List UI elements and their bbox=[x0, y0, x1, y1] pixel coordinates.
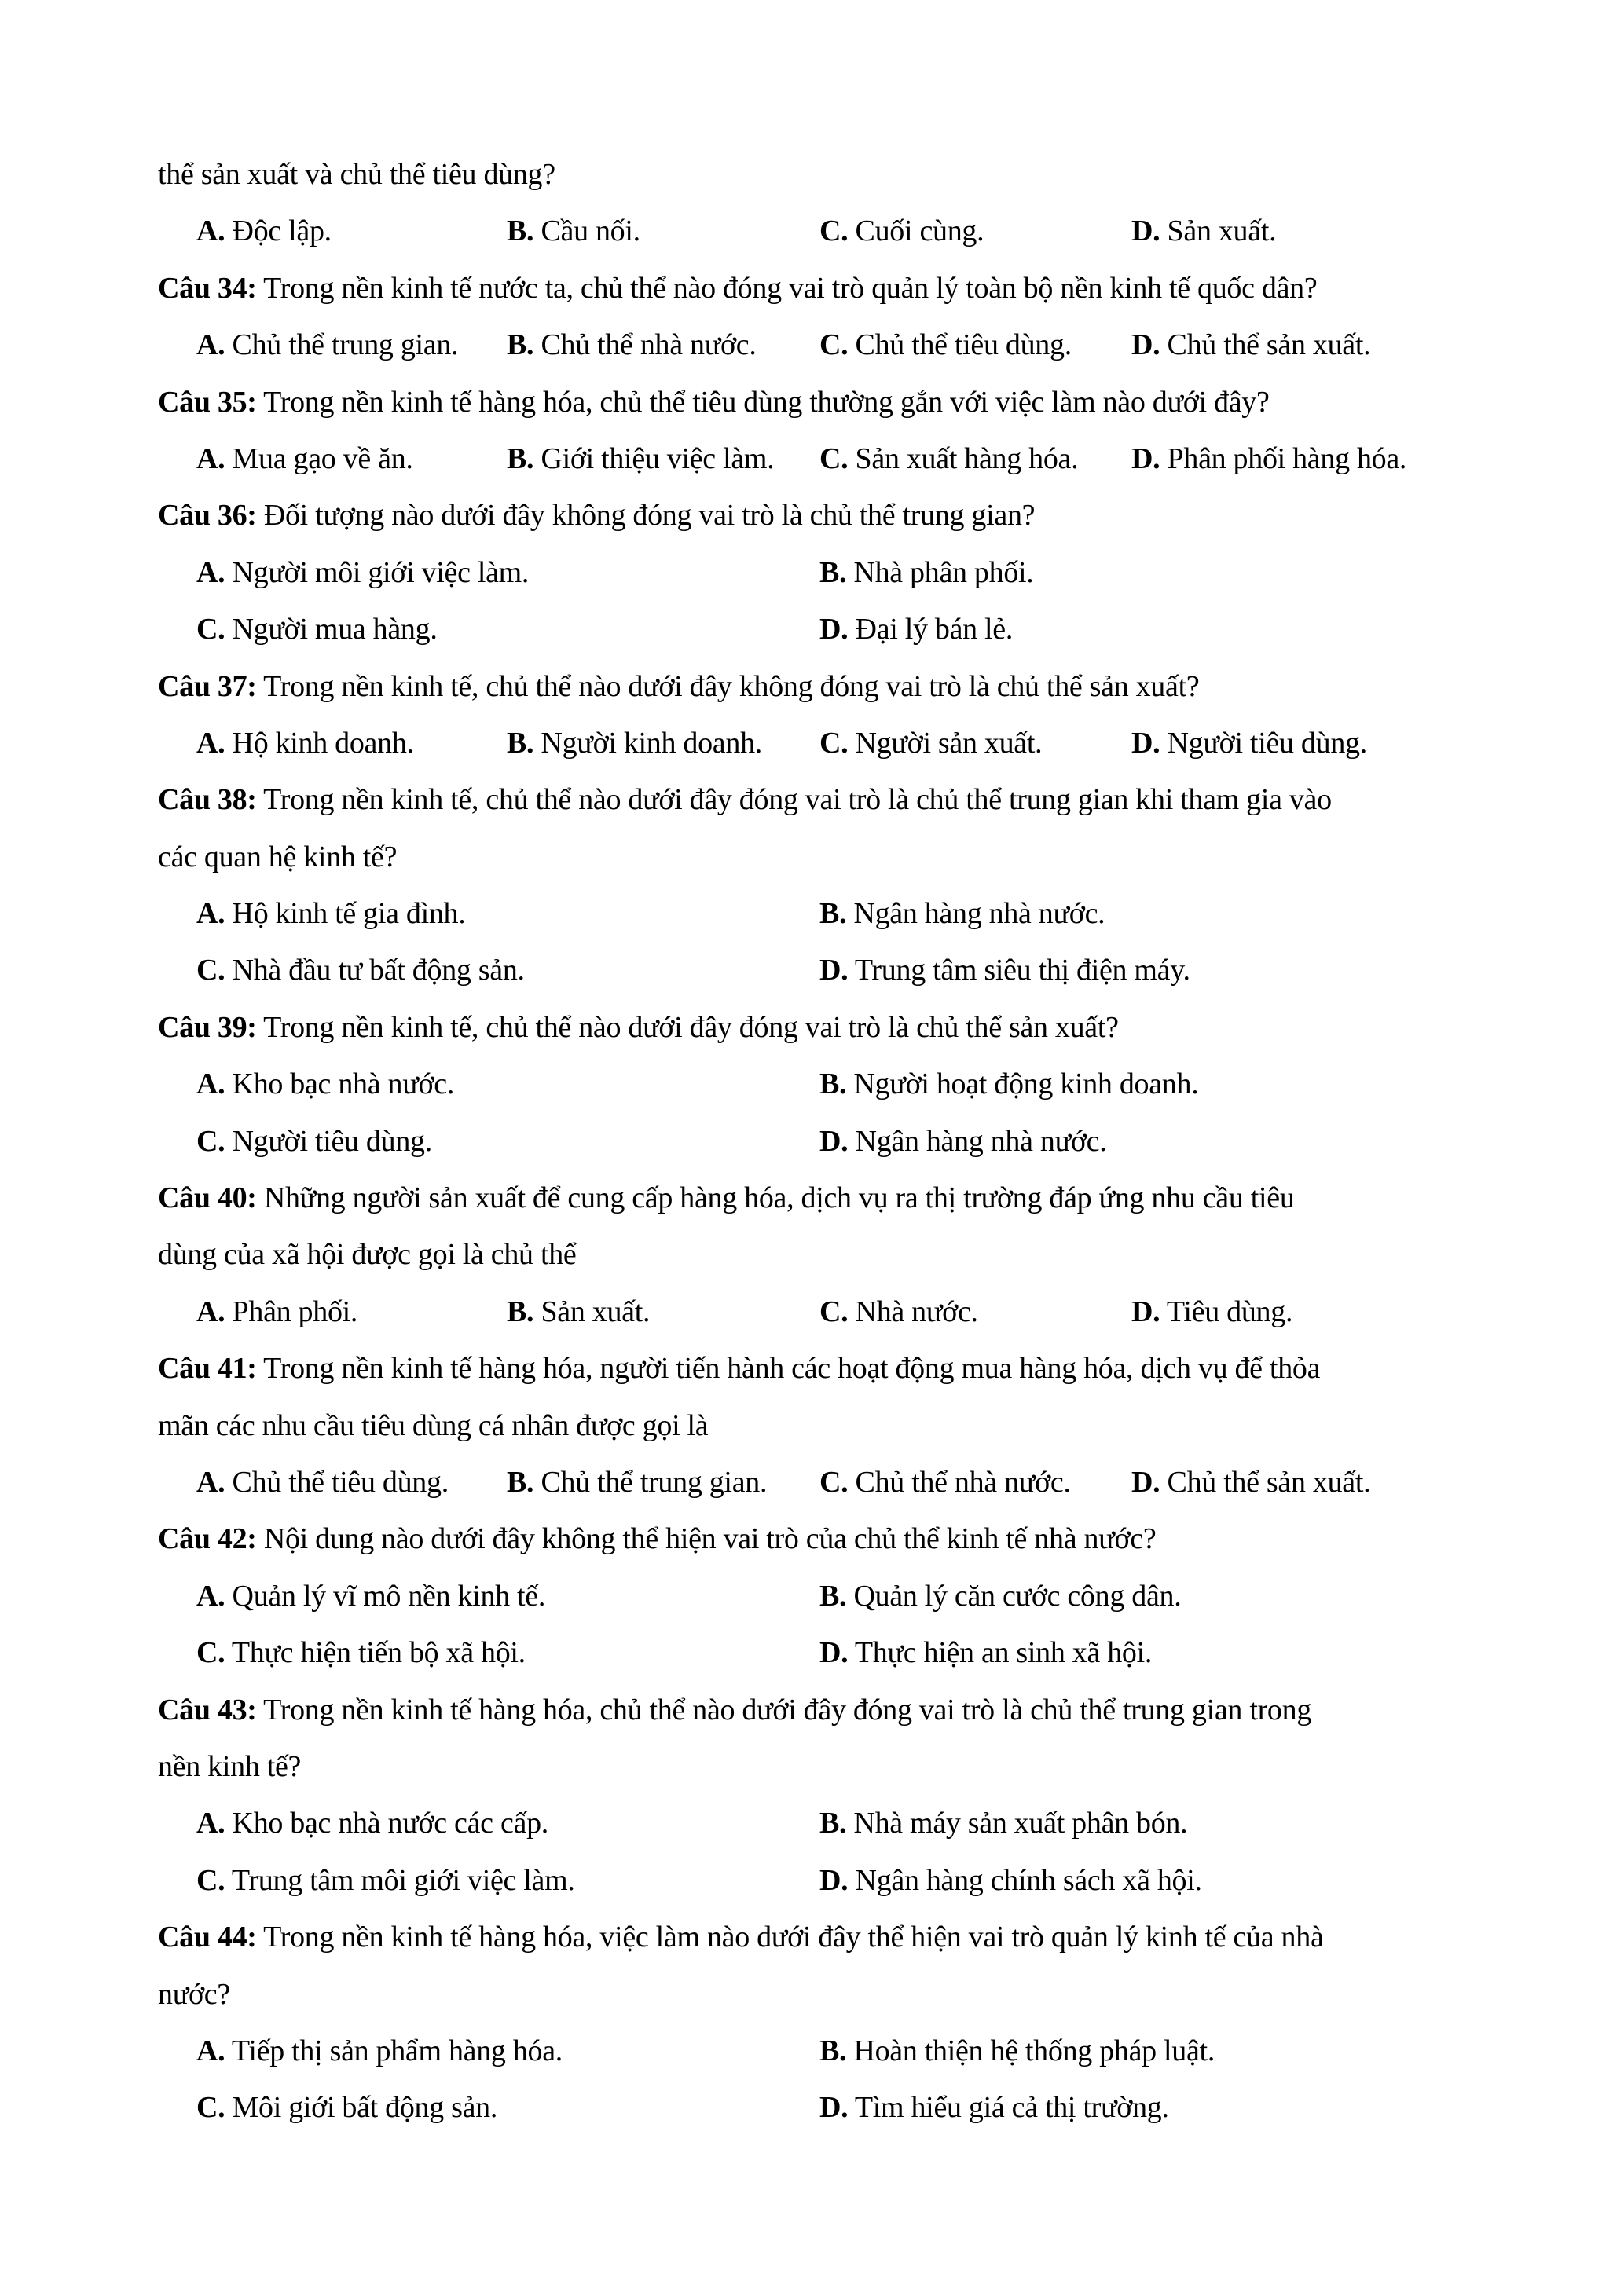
option-text: Giới thiệu việc làm. bbox=[541, 441, 775, 475]
answer-option[interactable] bbox=[819, 1454, 1071, 1511]
option-text: Người hoạt động kinh doanh. bbox=[853, 1067, 1199, 1101]
question-block bbox=[158, 1909, 1494, 2137]
options-row bbox=[158, 1056, 1494, 1112]
options-row bbox=[158, 715, 1494, 771]
question-number: Câu 43: bbox=[158, 1693, 257, 1727]
question-stem-line bbox=[158, 1682, 1494, 1738]
options-row bbox=[158, 430, 1494, 487]
question-block bbox=[158, 260, 1494, 374]
question-stem-line bbox=[158, 146, 1494, 203]
option-letter: D. bbox=[819, 613, 849, 646]
question-stem-line bbox=[158, 1966, 1494, 2023]
option-letter: C. bbox=[196, 1863, 225, 1897]
options-row bbox=[158, 885, 1494, 942]
option-letter: A. bbox=[196, 1465, 225, 1499]
question-number: Câu 37: bbox=[158, 669, 257, 703]
option-text: Ngân hàng chính sách xã hội. bbox=[855, 1863, 1202, 1897]
answer-option[interactable] bbox=[819, 715, 1042, 771]
options-row bbox=[158, 1283, 1494, 1340]
question-block bbox=[158, 487, 1494, 657]
question-text: Những người sản xuất để cung cấp hàng hóa, dịch vụ ra thị trường đáp ứng nhu cầu tiêu bbox=[263, 1181, 1295, 1215]
question-number: Câu 36: bbox=[158, 499, 257, 533]
question-number: Câu 40: bbox=[158, 1181, 257, 1215]
option-letter: D. bbox=[819, 1636, 849, 1670]
question-text: các quan hệ kinh tế? bbox=[158, 840, 398, 873]
question-stem-line bbox=[158, 829, 1494, 885]
question-block bbox=[158, 1170, 1494, 1340]
option-text: Trung tâm siêu thị điện máy. bbox=[854, 954, 1190, 987]
option-letter: D. bbox=[819, 2091, 849, 2125]
option-text: Độc lập. bbox=[232, 214, 332, 248]
answer-option[interactable] bbox=[819, 942, 1190, 998]
question-text: Trong nền kinh tế hàng hóa, người tiến hành các hoạt động mua hàng hóa, dịch vụ để thỏa bbox=[263, 1352, 1321, 1386]
question-stem-line bbox=[158, 999, 1494, 1056]
option-letter: B. bbox=[507, 1465, 534, 1499]
question-block bbox=[158, 1340, 1494, 1511]
option-text: Mua gạo về ăn. bbox=[232, 441, 413, 475]
answer-option[interactable] bbox=[196, 317, 458, 373]
answer-option[interactable] bbox=[819, 1283, 978, 1340]
option-letter: D. bbox=[1131, 214, 1160, 248]
question-text: dùng của xã hội được gọi là chủ thể bbox=[158, 1238, 577, 1272]
question-text: Trong nền kinh tế hàng hóa, chủ thể nào dưới đây đóng vai trò là chủ thể trung gian trong bbox=[263, 1693, 1312, 1727]
option-text: Kho bạc nhà nước. bbox=[232, 1067, 455, 1101]
question-stem-line bbox=[158, 260, 1494, 317]
answer-option[interactable] bbox=[1131, 317, 1370, 373]
question-stem-line bbox=[158, 1170, 1494, 1226]
option-text: Người tiêu dùng. bbox=[232, 1124, 432, 1158]
option-letter: A. bbox=[196, 726, 225, 760]
option-letter: C. bbox=[196, 1636, 225, 1670]
option-letter: D. bbox=[1131, 1465, 1160, 1499]
answer-option[interactable] bbox=[196, 2079, 497, 2136]
answer-option[interactable] bbox=[819, 1113, 1106, 1170]
answer-option[interactable] bbox=[819, 2023, 1215, 2079]
question-number: Câu 44: bbox=[158, 1921, 257, 1954]
option-text: Người sản xuất. bbox=[855, 726, 1043, 760]
question-text: thể sản xuất và chủ thể tiêu dùng? bbox=[158, 158, 555, 191]
options-row bbox=[158, 317, 1494, 373]
option-letter: D. bbox=[1131, 441, 1160, 475]
option-text: Chủ thể nhà nước. bbox=[855, 1465, 1071, 1499]
options-row bbox=[158, 2079, 1494, 2136]
question-document bbox=[158, 146, 1494, 2137]
option-letter: A. bbox=[196, 2034, 225, 2067]
option-text: Quản lý vĩ mô nền kinh tế. bbox=[232, 1579, 546, 1613]
option-letter: B. bbox=[819, 1579, 847, 1613]
answer-option[interactable] bbox=[196, 1795, 548, 1851]
option-letter: B. bbox=[819, 897, 847, 931]
option-letter: C. bbox=[819, 726, 849, 760]
option-letter: B. bbox=[507, 441, 534, 475]
question-number: Câu 35: bbox=[158, 385, 257, 419]
option-text: Ngân hàng nhà nước. bbox=[853, 897, 1105, 931]
option-text: Cuối cùng. bbox=[855, 214, 984, 248]
answer-option[interactable] bbox=[196, 430, 413, 487]
option-text: Chủ thể nhà nước. bbox=[541, 328, 757, 362]
answer-option[interactable] bbox=[196, 203, 332, 259]
question-text: Đối tượng nào dưới đây không đóng vai trò là chủ thể trung gian? bbox=[263, 499, 1036, 533]
option-letter: C. bbox=[819, 328, 849, 362]
answer-option[interactable] bbox=[196, 544, 529, 601]
answer-option[interactable] bbox=[196, 885, 465, 942]
question-stem-line bbox=[158, 1738, 1494, 1795]
option-text: Đại lý bán lẻ. bbox=[855, 613, 1014, 646]
option-text: Chủ thể tiêu dùng. bbox=[232, 1465, 449, 1499]
option-text: Trung tâm môi giới việc làm. bbox=[231, 1863, 575, 1897]
answer-option[interactable] bbox=[819, 1056, 1198, 1112]
option-text: Sản xuất hàng hóa. bbox=[855, 441, 1079, 475]
option-letter: C. bbox=[819, 441, 849, 475]
option-text: Chủ thể sản xuất. bbox=[1167, 328, 1371, 362]
question-block bbox=[158, 1511, 1494, 1681]
question-stem-line bbox=[158, 487, 1494, 544]
option-letter: C. bbox=[196, 954, 225, 987]
option-letter: C. bbox=[819, 1294, 849, 1328]
option-text: Chủ thể trung gian. bbox=[232, 328, 459, 362]
answer-option[interactable] bbox=[1131, 430, 1406, 487]
question-number: Câu 38: bbox=[158, 783, 257, 817]
answer-option[interactable] bbox=[196, 1113, 432, 1170]
answer-option[interactable] bbox=[507, 1454, 767, 1511]
options-row bbox=[158, 203, 1494, 259]
option-text: Môi giới bất động sản. bbox=[232, 2091, 498, 2125]
question-block bbox=[158, 1682, 1494, 1910]
option-letter: B. bbox=[507, 328, 534, 362]
option-letter: B. bbox=[819, 1807, 847, 1840]
answer-option[interactable] bbox=[196, 1056, 454, 1112]
options-row bbox=[158, 1624, 1494, 1681]
question-stem-line bbox=[158, 1226, 1494, 1283]
option-text: Hộ kinh tế gia đình. bbox=[232, 897, 466, 931]
answer-option[interactable] bbox=[507, 430, 774, 487]
answer-option[interactable] bbox=[819, 1795, 1187, 1851]
question-block bbox=[158, 146, 1494, 260]
option-letter: B. bbox=[507, 214, 534, 248]
question-text: Trong nền kinh tế, chủ thể nào dưới đây đóng vai trò là chủ thể sản xuất? bbox=[263, 1010, 1119, 1044]
question-text: nước? bbox=[158, 1977, 230, 2011]
option-text: Phân phối. bbox=[232, 1294, 358, 1328]
option-letter: A. bbox=[196, 328, 225, 362]
answer-option[interactable] bbox=[819, 203, 984, 259]
question-stem-line bbox=[158, 1511, 1494, 1567]
answer-option[interactable] bbox=[1131, 1283, 1292, 1340]
answer-option[interactable] bbox=[196, 1454, 449, 1511]
option-letter: A. bbox=[196, 1807, 225, 1840]
option-letter: A. bbox=[196, 897, 225, 931]
option-text: Nhà đầu tư bất động sản. bbox=[232, 954, 525, 987]
answer-option[interactable] bbox=[819, 885, 1105, 942]
option-letter: D. bbox=[1131, 328, 1160, 362]
answer-option[interactable] bbox=[196, 1624, 526, 1681]
answer-option[interactable] bbox=[819, 1852, 1202, 1909]
question-text: Trong nền kinh tế, chủ thể nào dưới đây đóng vai trò là chủ thể trung gian khi tham gia vào bbox=[263, 783, 1332, 817]
answer-option[interactable] bbox=[507, 317, 757, 373]
options-row bbox=[158, 942, 1494, 998]
answer-option[interactable] bbox=[1131, 203, 1276, 259]
answer-option[interactable] bbox=[196, 715, 414, 771]
question-text: Trong nền kinh tế nước ta, chủ thể nào đóng vai trò quản lý toàn bộ nền kinh tế quốc dân? bbox=[263, 271, 1318, 305]
question-number: Câu 42: bbox=[158, 1522, 257, 1556]
answer-option[interactable] bbox=[507, 1283, 650, 1340]
question-number: Câu 41: bbox=[158, 1352, 257, 1386]
answer-option[interactable] bbox=[819, 317, 1072, 373]
question-number: Câu 34: bbox=[158, 271, 257, 305]
option-letter: D. bbox=[1131, 726, 1160, 760]
question-text: Trong nền kinh tế hàng hóa, việc làm nào dưới đây thể hiện vai trò quản lý kinh tế của nhà bbox=[263, 1921, 1324, 1954]
option-text: Hộ kinh doanh. bbox=[232, 726, 414, 760]
option-text: Chủ thể sản xuất. bbox=[1167, 1465, 1371, 1499]
answer-option[interactable] bbox=[507, 203, 640, 259]
question-number: Câu 39: bbox=[158, 1010, 257, 1044]
option-letter: C. bbox=[196, 2091, 225, 2125]
options-row bbox=[158, 1113, 1494, 1170]
option-text: Nhà phân phối. bbox=[853, 555, 1034, 589]
option-letter: A. bbox=[196, 1294, 225, 1328]
answer-option[interactable] bbox=[819, 601, 1013, 657]
question-text: nền kinh tế? bbox=[158, 1749, 302, 1783]
option-letter: C. bbox=[819, 214, 849, 248]
options-row bbox=[158, 1568, 1494, 1624]
option-text: Quản lý căn cước công dân. bbox=[853, 1579, 1182, 1613]
option-text: Tiếp thị sản phẩm hàng hóa. bbox=[231, 2034, 563, 2067]
option-letter: B. bbox=[819, 2034, 847, 2067]
answer-option[interactable] bbox=[1131, 1454, 1370, 1511]
option-letter: B. bbox=[819, 555, 847, 589]
options-row bbox=[158, 1454, 1494, 1511]
option-text: Sản xuất. bbox=[1167, 214, 1277, 248]
option-text: Tìm hiểu giá cả thị trường. bbox=[854, 2091, 1169, 2125]
option-text: Chủ thể tiêu dùng. bbox=[855, 328, 1072, 362]
option-letter: C. bbox=[196, 613, 225, 646]
option-letter: B. bbox=[507, 726, 534, 760]
option-text: Chủ thể trung gian. bbox=[541, 1465, 768, 1499]
option-letter: A. bbox=[196, 214, 225, 248]
answer-option[interactable] bbox=[196, 942, 525, 998]
option-text: Thực hiện tiến bộ xã hội. bbox=[231, 1636, 526, 1670]
option-letter: C. bbox=[196, 1124, 225, 1158]
question-stem-line bbox=[158, 1397, 1494, 1454]
options-row bbox=[158, 2023, 1494, 2079]
option-text: Thực hiện an sinh xã hội. bbox=[854, 1636, 1153, 1670]
option-text: Tiêu dùng. bbox=[1166, 1294, 1293, 1328]
option-letter: D. bbox=[819, 954, 849, 987]
answer-option[interactable] bbox=[196, 1568, 545, 1624]
question-block bbox=[158, 374, 1494, 488]
question-stem-line bbox=[158, 374, 1494, 430]
option-letter: D. bbox=[819, 1863, 849, 1897]
option-text: Nhà máy sản xuất phân bón. bbox=[853, 1807, 1188, 1840]
answer-option[interactable] bbox=[819, 2079, 1169, 2136]
question-text: Nội dung nào dưới đây không thể hiện vai trò của chủ thể kinh tế nhà nước? bbox=[263, 1522, 1157, 1556]
answer-option[interactable] bbox=[196, 2023, 563, 2079]
question-stem-line bbox=[158, 1909, 1494, 1965]
option-text: Kho bạc nhà nước các cấp. bbox=[232, 1807, 548, 1840]
option-letter: B. bbox=[819, 1067, 847, 1101]
options-row bbox=[158, 1852, 1494, 1909]
question-text: Trong nền kinh tế, chủ thể nào dưới đây không đóng vai trò là chủ thể sản xuất? bbox=[263, 669, 1200, 703]
question-stem-line bbox=[158, 771, 1494, 828]
answer-option[interactable] bbox=[1131, 715, 1367, 771]
option-text: Cầu nối. bbox=[541, 214, 640, 248]
answer-option[interactable] bbox=[819, 430, 1078, 487]
answer-option[interactable] bbox=[819, 1568, 1181, 1624]
answer-option[interactable] bbox=[819, 544, 1034, 601]
question-stem-line bbox=[158, 658, 1494, 715]
question-block bbox=[158, 999, 1494, 1170]
options-row bbox=[158, 1795, 1494, 1851]
option-text: Ngân hàng nhà nước. bbox=[855, 1124, 1107, 1158]
option-text: Người kinh doanh. bbox=[541, 726, 762, 760]
option-letter: A. bbox=[196, 1067, 225, 1101]
question-text: mãn các nhu cầu tiêu dùng cá nhân được gọi là bbox=[158, 1408, 709, 1442]
option-letter: D. bbox=[1131, 1294, 1160, 1328]
option-letter: A. bbox=[196, 1579, 225, 1613]
option-letter: C. bbox=[819, 1465, 849, 1499]
question-block bbox=[158, 658, 1494, 772]
question-text: Trong nền kinh tế hàng hóa, chủ thể tiêu dùng thường gắn với việc làm nào dưới đây? bbox=[263, 385, 1270, 419]
option-letter: D. bbox=[819, 1124, 849, 1158]
option-letter: B. bbox=[507, 1294, 534, 1328]
option-text: Hoàn thiện hệ thống pháp luật. bbox=[853, 2034, 1215, 2067]
answer-option[interactable] bbox=[819, 1624, 1152, 1681]
options-row bbox=[158, 544, 1494, 601]
question-stem-line bbox=[158, 1340, 1494, 1397]
options-row bbox=[158, 601, 1494, 657]
option-text: Người mua hàng. bbox=[232, 613, 438, 646]
answer-option[interactable] bbox=[196, 1283, 357, 1340]
answer-option[interactable] bbox=[196, 601, 438, 657]
option-text: Người môi giới việc làm. bbox=[232, 555, 530, 589]
option-letter: A. bbox=[196, 555, 225, 589]
option-letter: A. bbox=[196, 441, 225, 475]
option-text: Nhà nước. bbox=[855, 1294, 978, 1328]
option-text: Sản xuất. bbox=[541, 1294, 651, 1328]
question-block bbox=[158, 771, 1494, 999]
answer-option[interactable] bbox=[196, 1852, 575, 1909]
option-text: Phân phối hàng hóa. bbox=[1167, 441, 1407, 475]
option-text: Người tiêu dùng. bbox=[1167, 726, 1367, 760]
answer-option[interactable] bbox=[507, 715, 762, 771]
